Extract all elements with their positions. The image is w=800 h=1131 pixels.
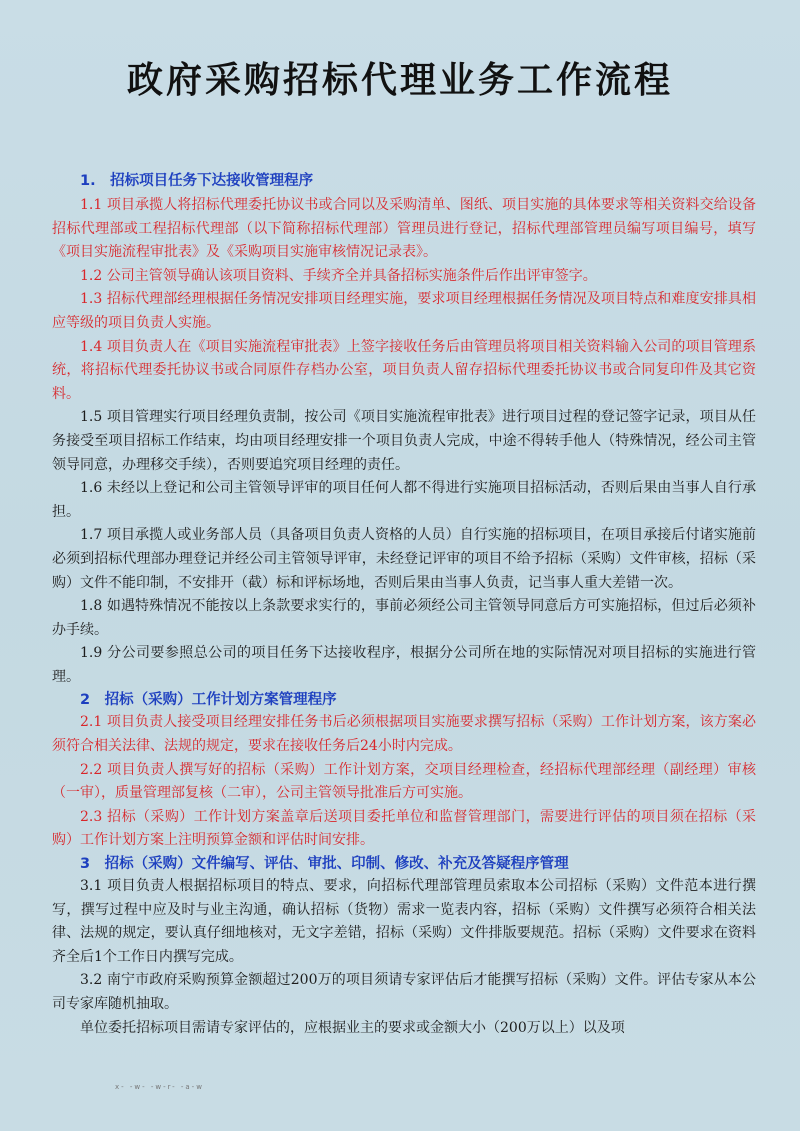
footer-mark: x- -w- -w-r- -a-w: [115, 1083, 204, 1091]
section-heading: 2 招标（采购）工作计划方案管理程序: [80, 692, 337, 709]
paragraph: 2.3 招标（采购）工作计划方案盖章后送项目委托单位和监督管理部门，需要进行评估的项目须在招标（采购）工作计划方案上注明预算金额和评估时间安排。: [52, 808, 756, 849]
paragraph: 2.2 项目负责人撰写好的招标（采购）工作计划方案，交项目经理检查，经招标代理部经理（副经理）审核（一审），质量管理部复核（二审），公司主管领导批准后方可实施。: [52, 761, 756, 802]
paragraph: 1.4 项目负责人在《项目实施流程审批表》上签字接收任务后由管理员将项目相关资料输入公司的项目管理系统，将招标代理委托协议书或合同原件存档办公室，项目负责人留存招标代理委托协议书或合同复印件及其它资料。: [52, 338, 756, 402]
paragraph: 1.5 项目管理实行项目经理负责制，按公司《项目实施流程审批表》进行项目过程的登记签字记录，项目从任务接受至项目招标工作结束，均由项目经理安排一个项目负责人完成，中途不得转手他人（特殊情况，经公司主管领导同意，办理移交手续），否则要追究项目经理的责任。: [52, 409, 756, 473]
paragraph: 1.8 如遇特殊情况不能按以上条款要求实行的，事前必须经公司主管领导同意后方可实施招标，但过后必须补办手续。: [52, 598, 756, 638]
paragraph: 1.2 公司主管领导确认该项目资料、手续齐全并具备招标实施条件后作出评审签字。: [80, 267, 597, 284]
paragraph: 1.3 招标代理部经理根据任务情况安排项目经理实施，要求项目经理根据任务情况及项目特点和难度安排具相应等级的项目负责人实施。: [52, 291, 756, 331]
document-body: [52, 170, 756, 1040]
paragraph: 3.1 项目负责人根据招标项目的特点、要求，向招标代理部管理员索取本公司招标（采购）文件范本进行撰写，撰写过程中应及时与业主沟通，确认招标（货物）需求一览表内容，招标（采购）文件撰写必须符合相关法律、法规的规定，要认真仔细地核对，无文字差错，招标（采购）文件排版要规范。招标（采购）文件要求在资料齐全后1个工作日内撰写完成。: [52, 878, 756, 965]
section-heading: 1. 招标项目任务下达接收管理程序: [80, 173, 314, 189]
paragraph: 1.1 项目承揽人将招标代理委托协议书或合同以及采购清单、图纸、项目实施的具体要求等相关资料交给设备招标代理部或工程招标代理部（以下简称招标代理部）管理员进行登记，招标代理部管理员编写项目编号，填写《项目实施流程审批表》及《采购项目实施审核情况记录表》。: [52, 197, 756, 261]
section-heading: 3 招标（采购）文件编写、评估、审批、印制、修改、补充及答疑程序管理: [80, 856, 569, 873]
page-title: 政府采购招标代理业务工作流程: [126, 60, 673, 101]
paragraph: 3.2 南宁市政府采购预算金额超过200万的项目须请专家评估后才能撰写招标（采购）文件。评估专家从本公司专家库随机抽取。: [52, 972, 756, 1012]
paragraph: 1.9 分公司要参照总公司的项目任务下达接收程序，根据分公司所在地的实际情况对项目招标的实施进行管理。: [52, 645, 756, 685]
paragraph: 单位委托招标项目需请专家评估的，应根据业主的要求或金额大小（200万以上）以及项: [80, 1019, 625, 1036]
paragraph: 1.7 项目承揽人或业务部人员（具备项目负责人资格的人员）自行实施的招标项目，在项目承接后付诸实施前必须到招标代理部办理登记并经公司主管领导评审，未经登记评审的项目不给予招标（采购）文件审核，招标（采购）文件不能印制，不安排开（截）标和评标场地，否则后果由当事人负责，记当事人重大差错一次。: [52, 527, 756, 591]
paragraph: 1.6 未经以上登记和公司主管领导评审的项目任何人都不得进行实施项目招标活动，否则后果由当事人自行承担。: [52, 480, 756, 520]
paragraph: 2.1 项目负责人接受项目经理安排任务书后必须根据项目实施要求撰写招标（采购）工作计划方案，该方案必须符合相关法律、法规的规定，要求在接收任务后24小时内完成。: [52, 714, 756, 755]
